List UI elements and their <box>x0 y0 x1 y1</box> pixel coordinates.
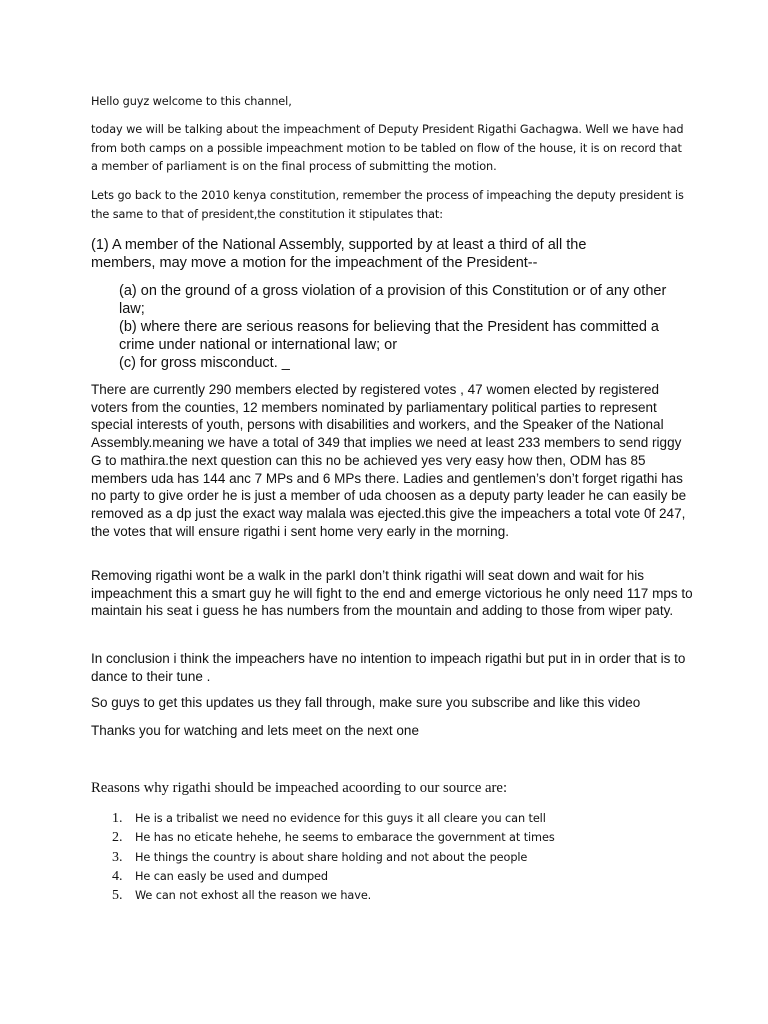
clause-a-paragraph: (a) on the ground of a gross violation of a provision of this Constitution or of any other law; <box>119 283 667 317</box>
list-item-text: He is a tribalist we need no evidence for this guys it all cleare you can tell <box>135 812 546 825</box>
list-item-text: He has no eticate hehehe, he seems to embarace the government at times <box>135 831 555 845</box>
list-item-number: 3. <box>112 849 123 865</box>
members-paragraph: There are currently 290 members elected by registered votes , 47 women elected by registered voters from the counties, 12 members nominated by parliamentary political parties to represent special interests of youth, persons with disabilities and workers, and the Speaker of the National Assembly.meaning we have a total of 349 that implies we need at least 233 members to send riggy G to mathira.the next question can this no be achieved yes very easy how then, ODM has 85 members uda has 144 anc 7 MPs and 6 MPs there. Ladies and gentlemen’s don’t forget rigathi has no party to give order he is just a member of uda choosen as a deputy party leader he can easily be removed as a dp just the exact way malala was ejected.this give the impeachers a total vote 0f 247, the votes that will ensure rigathi i sent home very early in the morning. <box>91 382 687 539</box>
thanks-paragraph: Thanks you for watching and lets meet on the next one <box>91 723 419 738</box>
reasons-heading: Reasons why rigathi should be impeached acoording to our source are: <box>91 780 508 796</box>
list-item-text: We can not exhost all the reason we have. <box>135 889 372 903</box>
removing-paragraph: Removing rigathi wont be a walk in the parkI don’t think rigathi will seat down and wait for his impeachment this a smart guy he will fight to the end and emerge victorious he only need 117 mps to maintain his seat i guess he has numbers from the mountain and adding to those from wiper paty. <box>91 568 693 619</box>
list-item-text: He things the country is about share holding and not about the people <box>135 850 528 864</box>
list-item-number: 1. <box>112 811 123 826</box>
clause-b-paragraph: (b) where there are serious reasons for believing that the President has committed a crime under national or international law; or <box>119 319 659 353</box>
clause-1-paragraph: (1) A member of the National Assembly, supported by at least a third of all the members, may move a motion for the impeachment of the President-- <box>91 237 587 271</box>
greeting-paragraph: Hello guyz welcome to this channel, <box>91 95 292 108</box>
list-item-number: 5. <box>112 888 123 904</box>
subscribe-paragraph: So guys to get this updates us they fall through, make sure you subscribe and like this video <box>91 695 641 710</box>
list-item-number: 4. <box>112 868 123 884</box>
clause-c-paragraph: (c) for gross misconduct. _ <box>119 355 290 371</box>
constitution-intro-paragraph: Lets go back to the 2010 kenya constitution, remember the process of impeaching the deputy president is the same to that of president,the constitution it stipulates that: <box>91 189 684 221</box>
list-item-number: 2. <box>112 830 123 846</box>
intro-paragraph: today we will be talking about the impeachment of Deputy President Rigathi Gachagwa. Well we have had from both camps on a possible impeachment motion to be tabled on flow of the house, it is on record that a member of parliament is on the final process of submitting the motion. <box>91 123 684 174</box>
conclusion-paragraph: In conclusion i think the impeachers have no intention to impeach rigathi but put in in order that is to dance to their tune . <box>91 651 686 684</box>
list-item-text: He can easly be used and dumped <box>135 869 328 883</box>
